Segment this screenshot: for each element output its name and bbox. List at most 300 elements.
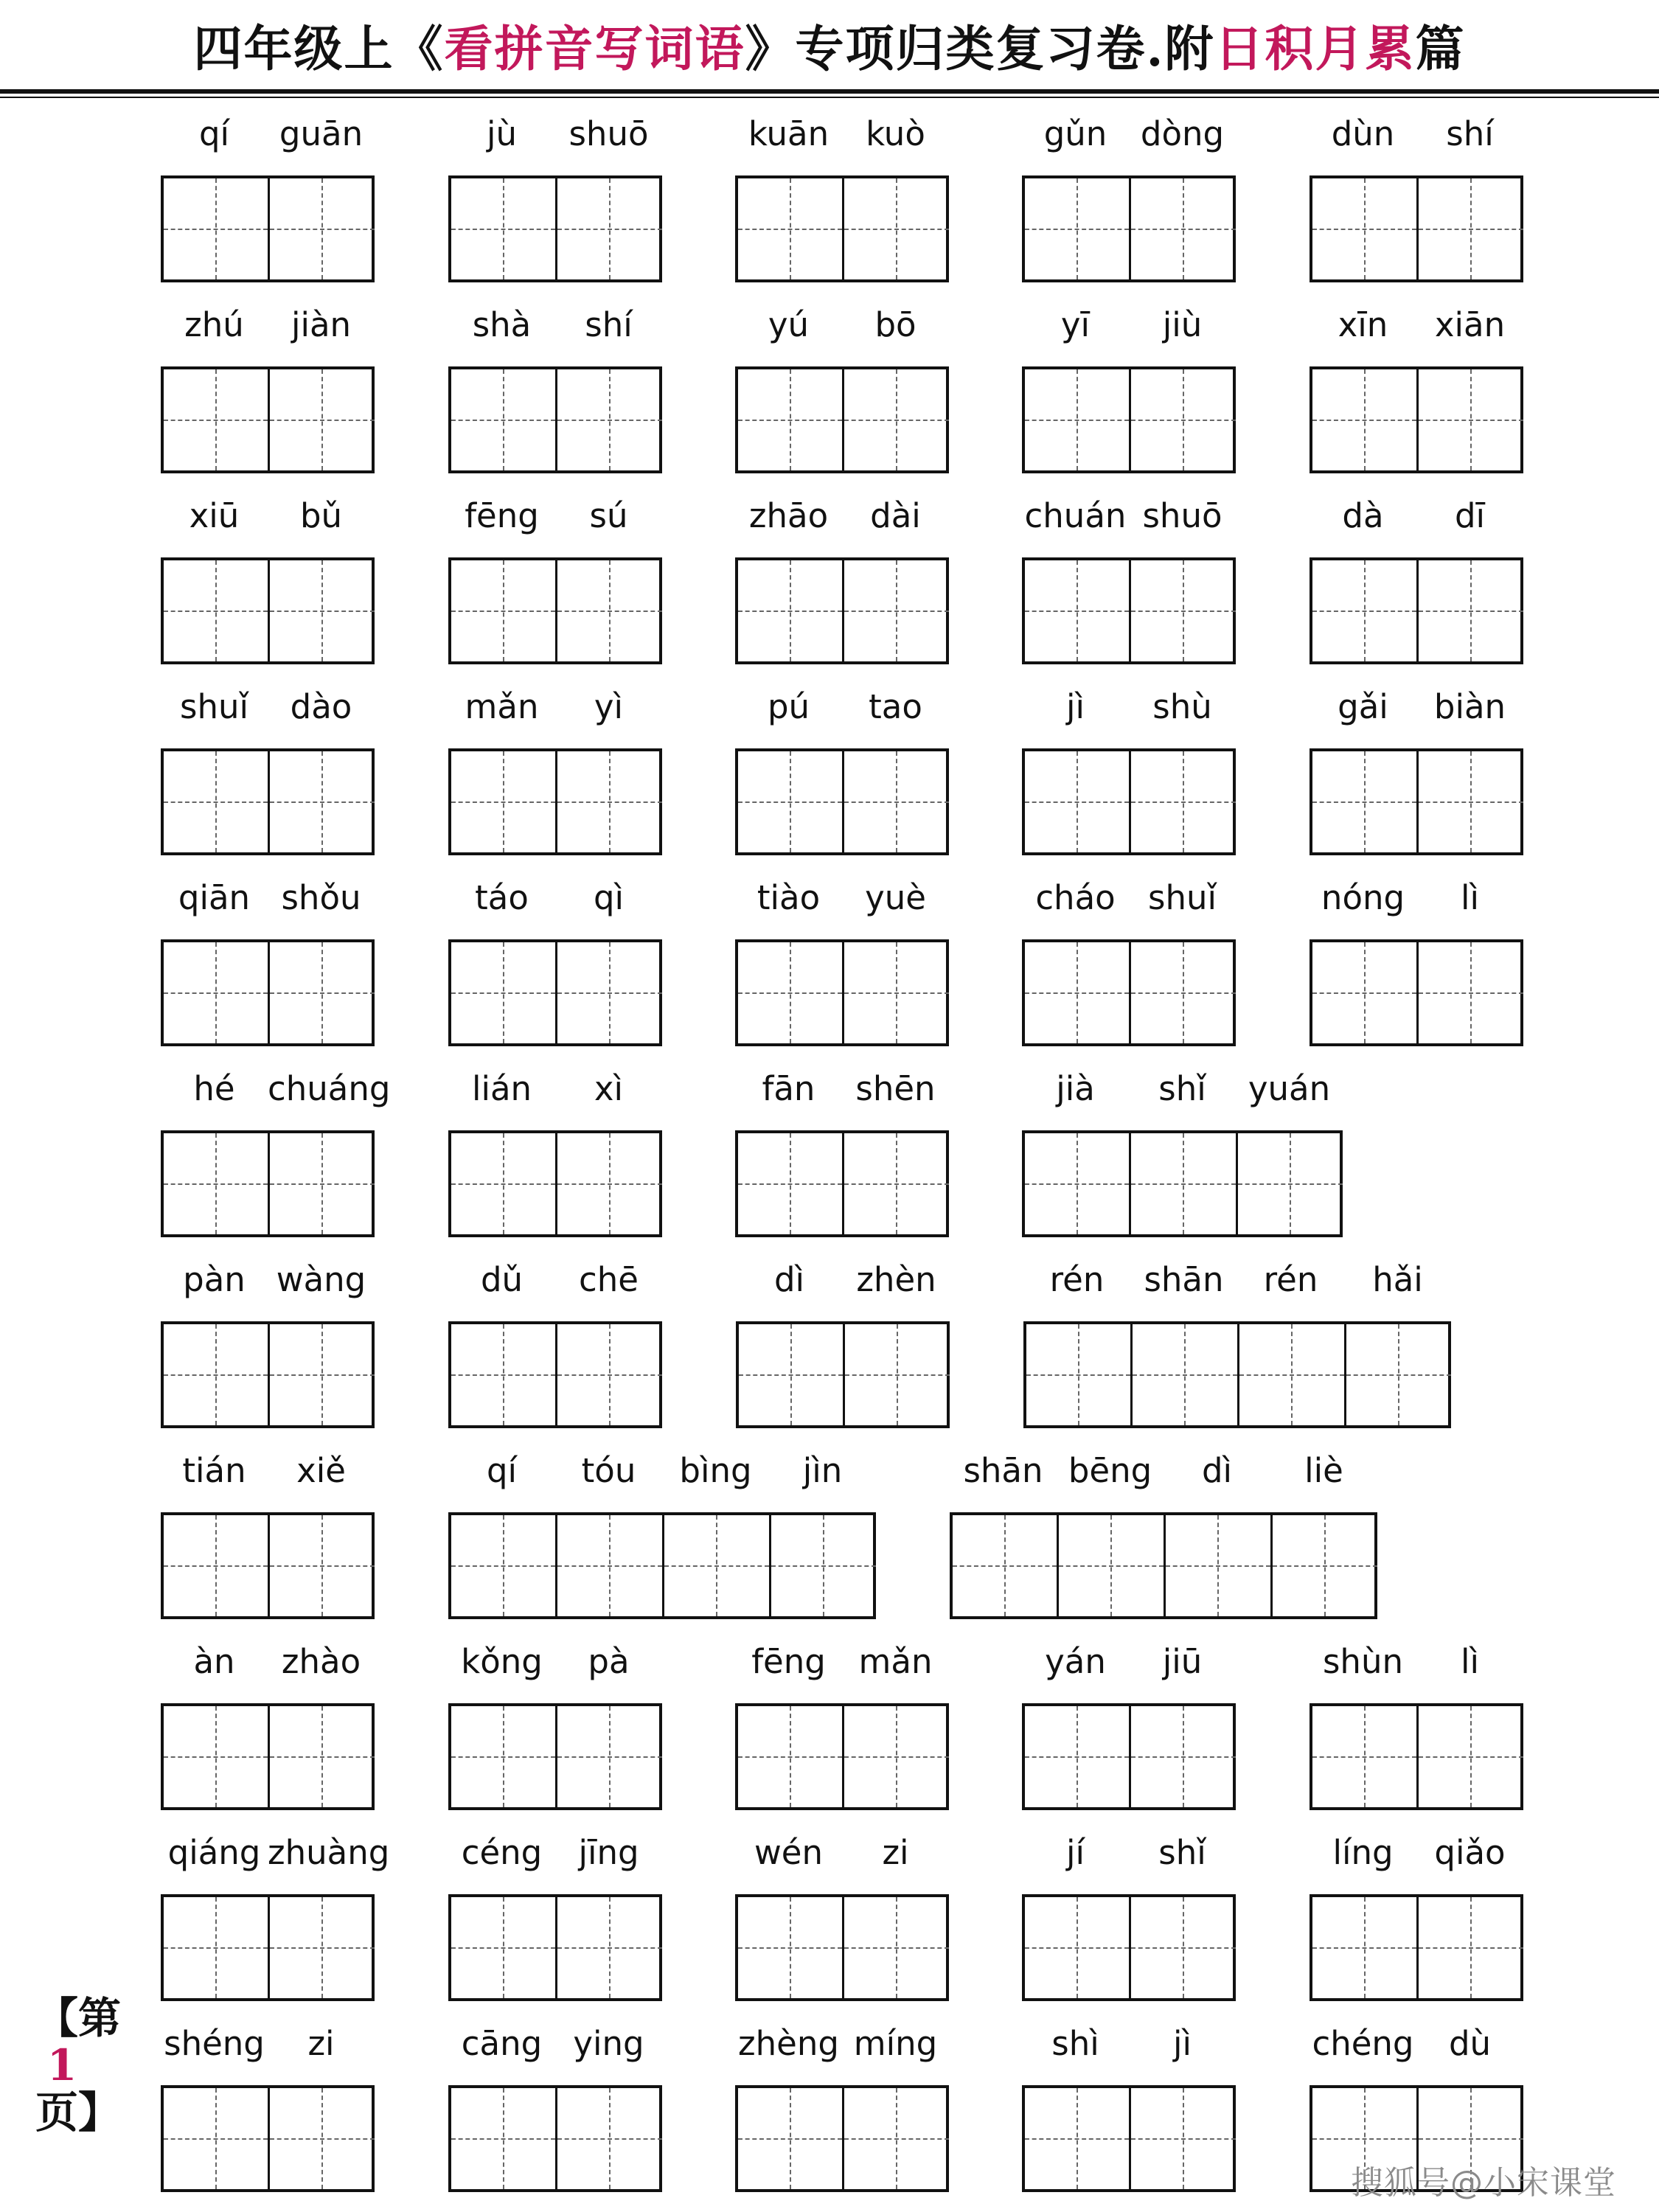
- pinyin-label: shēn: [855, 1069, 936, 1108]
- pinyin-label: fān: [762, 1069, 815, 1108]
- writing-grid[interactable]: [735, 748, 949, 855]
- writing-cell[interactable]: [164, 1133, 268, 1234]
- cell-guide-horizontal: [270, 1756, 375, 1758]
- writing-grid[interactable]: [1022, 939, 1236, 1046]
- pinyin-label: zhuàng: [268, 1833, 390, 1872]
- pinyin-label: dài: [870, 496, 921, 535]
- writing-cell[interactable]: [1164, 1515, 1270, 1616]
- writing-grid[interactable]: [161, 557, 375, 664]
- pinyin-label: kǒng: [461, 1642, 543, 1681]
- writing-cell[interactable]: [1416, 942, 1523, 1043]
- pinyin-label: shǐ: [1158, 1833, 1206, 1872]
- writing-cell[interactable]: [1026, 1324, 1130, 1425]
- pinyin-label: qiān: [178, 878, 251, 917]
- writing-cell[interactable]: [451, 560, 555, 661]
- pinyin-label: shuǐ: [1148, 878, 1217, 917]
- cell-guide-horizontal: [557, 2138, 662, 2140]
- writing-cell[interactable]: [164, 178, 268, 279]
- cell-guide-horizontal: [451, 1565, 555, 1567]
- cell-guide-horizontal: [270, 801, 375, 803]
- writing-cell[interactable]: [1344, 1324, 1451, 1425]
- pinyin-label: zi: [882, 1833, 909, 1872]
- cell-guide-horizontal: [164, 1947, 268, 1949]
- writing-cell[interactable]: [164, 1706, 268, 1807]
- pinyin-label: sú: [589, 496, 628, 535]
- cell-guide-horizontal: [1131, 1947, 1236, 1949]
- writing-grid[interactable]: [161, 748, 375, 855]
- cell-guide-horizontal: [1419, 992, 1523, 994]
- pinyin-label: dù: [1448, 2024, 1492, 2063]
- pinyin-label: jì: [1065, 687, 1085, 726]
- writing-cell[interactable]: [1312, 560, 1416, 661]
- writing-cell[interactable]: [555, 2088, 662, 2189]
- writing-grid[interactable]: [735, 1130, 949, 1237]
- cell-guide-horizontal: [557, 611, 662, 612]
- cell-guide-horizontal: [1025, 420, 1129, 421]
- writing-cell[interactable]: [1236, 1133, 1343, 1234]
- writing-cell[interactable]: [1025, 1897, 1129, 1998]
- writing-grid[interactable]: [735, 1894, 949, 2001]
- writing-cell[interactable]: [842, 942, 949, 1043]
- writing-grid[interactable]: [736, 1321, 950, 1428]
- title-part-1: 四年级上《: [193, 20, 445, 77]
- cell-guide-horizontal: [1312, 992, 1416, 994]
- cell-guide-horizontal: [844, 2138, 949, 2140]
- cell-guide-horizontal: [1419, 1756, 1523, 1758]
- pinyin-label: yuán: [1248, 1069, 1331, 1108]
- writing-cell[interactable]: [842, 1897, 949, 1998]
- writing-cell[interactable]: [1025, 942, 1129, 1043]
- pinyin-label: hé: [193, 1069, 235, 1108]
- cell-guide-horizontal: [1131, 992, 1236, 994]
- writing-cell[interactable]: [1025, 369, 1129, 470]
- pinyin-label: chéng: [1312, 2024, 1414, 2063]
- writing-grid[interactable]: [448, 939, 662, 1046]
- pinyin-label: zhú: [184, 305, 244, 344]
- cell-guide-horizontal: [1166, 1565, 1270, 1567]
- pinyin-label: dùn: [1331, 114, 1395, 153]
- pinyin-label: bìng: [679, 1451, 752, 1490]
- writing-grid[interactable]: [161, 175, 375, 282]
- writing-cell[interactable]: [268, 1706, 375, 1807]
- pinyin-label: zhào: [281, 1642, 361, 1681]
- pinyin-label: shuō: [568, 114, 649, 153]
- writing-grid[interactable]: [161, 1512, 375, 1619]
- pinyin-label: shí: [585, 305, 633, 344]
- writing-cell[interactable]: [1025, 2088, 1129, 2189]
- writing-grid[interactable]: [161, 1703, 375, 1810]
- pinyin-label: shà: [472, 305, 532, 344]
- writing-cell[interactable]: [1312, 1706, 1416, 1807]
- writing-cell[interactable]: [164, 942, 268, 1043]
- pinyin-label: zi: [307, 2024, 335, 2063]
- cell-guide-horizontal: [270, 1374, 375, 1376]
- writing-grid[interactable]: [448, 1512, 876, 1619]
- writing-grid[interactable]: [448, 366, 662, 473]
- writing-cell[interactable]: [555, 942, 662, 1043]
- writing-cell[interactable]: [769, 1515, 876, 1616]
- pinyin-label: jiù: [1162, 305, 1203, 344]
- cell-guide-horizontal: [738, 1183, 842, 1185]
- cell-guide-horizontal: [451, 611, 555, 612]
- cell-guide-horizontal: [953, 1565, 1057, 1567]
- writing-grid[interactable]: [735, 1703, 949, 1810]
- page-label-open: 【第: [35, 1993, 122, 2043]
- writing-cell[interactable]: [451, 2088, 555, 2189]
- writing-cell[interactable]: [1129, 1706, 1236, 1807]
- writing-grid[interactable]: [161, 939, 375, 1046]
- writing-cell[interactable]: [1130, 1324, 1237, 1425]
- writing-grid[interactable]: [161, 366, 375, 473]
- writing-cell[interactable]: [268, 1897, 375, 1998]
- writing-cell[interactable]: [268, 369, 375, 470]
- writing-cell[interactable]: [738, 178, 842, 279]
- writing-cell[interactable]: [738, 2088, 842, 2189]
- writing-grid[interactable]: [161, 1894, 375, 2001]
- writing-cell[interactable]: [1025, 178, 1129, 279]
- pinyin-label: shéng: [164, 2024, 265, 2063]
- writing-cell[interactable]: [164, 1897, 268, 1998]
- writing-cell[interactable]: [738, 369, 842, 470]
- cell-guide-horizontal: [1419, 611, 1523, 612]
- pinyin-label: jì: [1172, 2024, 1192, 2063]
- pinyin-label: shí: [1446, 114, 1494, 153]
- cell-guide-horizontal: [1025, 1756, 1129, 1758]
- writing-grid[interactable]: [950, 1512, 1377, 1619]
- pinyin-label: dǔ: [480, 1260, 524, 1299]
- cell-guide-horizontal: [164, 229, 268, 230]
- writing-grid[interactable]: [1310, 1894, 1523, 2001]
- writing-cell[interactable]: [451, 751, 555, 852]
- writing-cell[interactable]: [164, 1515, 268, 1616]
- writing-cell[interactable]: [842, 1133, 949, 1234]
- cell-guide-horizontal: [845, 1374, 950, 1376]
- writing-cell[interactable]: [738, 1706, 842, 1807]
- writing-grid[interactable]: [448, 748, 662, 855]
- writing-cell[interactable]: [555, 1133, 662, 1234]
- writing-cell[interactable]: [451, 1324, 555, 1425]
- cell-guide-horizontal: [1131, 611, 1236, 612]
- pinyin-label: zhèng: [738, 2024, 839, 2063]
- writing-cell[interactable]: [164, 2088, 268, 2189]
- cell-guide-horizontal: [1312, 420, 1416, 421]
- pinyin-label: dì: [1201, 1451, 1233, 1490]
- cell-guide-horizontal: [451, 992, 555, 994]
- cell-guide-horizontal: [1025, 611, 1129, 612]
- pinyin-label: àn: [193, 1642, 235, 1681]
- cell-guide-horizontal: [164, 1756, 268, 1758]
- pinyin-label: shān: [1144, 1260, 1224, 1299]
- writing-cell[interactable]: [1129, 2088, 1236, 2189]
- writing-cell[interactable]: [451, 1515, 555, 1616]
- cell-guide-horizontal: [557, 1756, 662, 1758]
- writing-grid[interactable]: [448, 2085, 662, 2192]
- pinyin-label: lì: [1460, 1642, 1479, 1681]
- title-part-2: 看拼音写词语: [444, 20, 745, 77]
- writing-cell[interactable]: [555, 369, 662, 470]
- cell-guide-horizontal: [451, 1374, 555, 1376]
- cell-guide-horizontal: [738, 1756, 842, 1758]
- writing-grid[interactable]: [448, 1894, 662, 2001]
- writing-cell[interactable]: [164, 560, 268, 661]
- cell-guide-horizontal: [557, 1565, 662, 1567]
- writing-grid[interactable]: [1022, 748, 1236, 855]
- pinyin-label: xiū: [189, 496, 240, 535]
- cell-guide-horizontal: [270, 611, 375, 612]
- pinyin-label: gǎi: [1338, 687, 1388, 726]
- cell-guide-horizontal: [844, 229, 949, 230]
- cell-guide-horizontal: [1059, 1565, 1164, 1567]
- writing-cell[interactable]: [555, 751, 662, 852]
- header-rule-thin: [0, 97, 1659, 98]
- pinyin-label: nóng: [1321, 878, 1405, 917]
- cell-guide-horizontal: [738, 611, 842, 612]
- writing-grid[interactable]: [448, 175, 662, 282]
- title-part-4: 日积月累: [1214, 20, 1416, 77]
- cell-guide-horizontal: [771, 1565, 876, 1567]
- writing-cell[interactable]: [268, 560, 375, 661]
- writing-cell[interactable]: [451, 369, 555, 470]
- pinyin-label: jìn: [802, 1451, 843, 1490]
- writing-cell[interactable]: [842, 751, 949, 852]
- pinyin-label: bēng: [1068, 1451, 1152, 1490]
- writing-grid[interactable]: [1310, 939, 1523, 1046]
- pinyin-label: mǎn: [465, 687, 539, 726]
- pinyin-label: hǎi: [1372, 1260, 1423, 1299]
- writing-grid[interactable]: [1310, 557, 1523, 664]
- writing-cell[interactable]: [1416, 751, 1523, 852]
- pinyin-label: gǔn: [1043, 114, 1107, 153]
- cell-guide-horizontal: [844, 611, 949, 612]
- pinyin-label: tián: [182, 1451, 246, 1490]
- pinyin-label: xīn: [1338, 305, 1388, 344]
- pinyin-label: chē: [579, 1260, 639, 1299]
- writing-grid[interactable]: [1022, 1130, 1343, 1237]
- writing-grid[interactable]: [448, 1130, 662, 1237]
- writing-cell[interactable]: [451, 1133, 555, 1234]
- pinyin-label: pàn: [183, 1260, 246, 1299]
- writing-cell[interactable]: [1312, 369, 1416, 470]
- writing-cell[interactable]: [1025, 560, 1129, 661]
- writing-grid[interactable]: [1310, 366, 1523, 473]
- writing-grid[interactable]: [448, 1703, 662, 1810]
- writing-grid[interactable]: [735, 2085, 949, 2192]
- writing-cell[interactable]: [1312, 1897, 1416, 1998]
- cell-guide-horizontal: [1273, 1565, 1377, 1567]
- writing-grid[interactable]: [1310, 175, 1523, 282]
- writing-cell[interactable]: [738, 942, 842, 1043]
- writing-cell[interactable]: [1416, 560, 1523, 661]
- writing-cell[interactable]: [738, 751, 842, 852]
- writing-grid[interactable]: [161, 2085, 375, 2192]
- writing-cell[interactable]: [1025, 1706, 1129, 1807]
- writing-cell[interactable]: [1416, 369, 1523, 470]
- cell-guide-horizontal: [1419, 801, 1523, 803]
- cell-guide-horizontal: [844, 1756, 949, 1758]
- writing-cell[interactable]: [1270, 1515, 1377, 1616]
- pinyin-label: dòng: [1140, 114, 1225, 153]
- pinyin-label: yì: [594, 687, 624, 726]
- pinyin-label: jù: [486, 114, 518, 153]
- cell-guide-horizontal: [1419, 1947, 1523, 1949]
- writing-grid[interactable]: [1022, 2085, 1236, 2192]
- cell-guide-horizontal: [557, 801, 662, 803]
- writing-cell[interactable]: [268, 942, 375, 1043]
- writing-cell[interactable]: [268, 178, 375, 279]
- pinyin-label: shùn: [1322, 1642, 1403, 1681]
- writing-cell[interactable]: [451, 1897, 555, 1998]
- cell-guide-horizontal: [1131, 420, 1236, 421]
- writing-cell[interactable]: [1416, 1706, 1523, 1807]
- writing-grid[interactable]: [1310, 748, 1523, 855]
- cell-guide-horizontal: [1133, 1374, 1237, 1376]
- cell-guide-horizontal: [738, 229, 842, 230]
- writing-grid[interactable]: [1022, 1703, 1236, 1810]
- writing-cell[interactable]: [1312, 178, 1416, 279]
- pinyin-label: dì: [773, 1260, 805, 1299]
- writing-cell[interactable]: [164, 369, 268, 470]
- writing-grid[interactable]: [1023, 1321, 1451, 1428]
- writing-cell[interactable]: [555, 178, 662, 279]
- writing-grid[interactable]: [735, 175, 949, 282]
- writing-cell[interactable]: [738, 1897, 842, 1998]
- writing-cell[interactable]: [1416, 1897, 1523, 1998]
- cell-guide-horizontal: [451, 420, 555, 421]
- writing-cell[interactable]: [555, 1706, 662, 1807]
- writing-cell[interactable]: [1025, 1133, 1129, 1234]
- writing-grid[interactable]: [735, 366, 949, 473]
- writing-cell[interactable]: [1057, 1515, 1164, 1616]
- writing-cell[interactable]: [555, 1515, 662, 1616]
- cell-guide-horizontal: [557, 1374, 662, 1376]
- writing-grid[interactable]: [1022, 175, 1236, 282]
- cell-guide-horizontal: [270, 420, 375, 421]
- writing-cell[interactable]: [842, 178, 949, 279]
- writing-grid[interactable]: [448, 557, 662, 664]
- cell-guide-horizontal: [557, 420, 662, 421]
- writing-grid[interactable]: [448, 1321, 662, 1428]
- writing-cell[interactable]: [268, 1515, 375, 1616]
- cell-guide-horizontal: [270, 1947, 375, 1949]
- writing-cell[interactable]: [164, 1324, 268, 1425]
- cell-guide-horizontal: [1312, 801, 1416, 803]
- writing-cell[interactable]: [953, 1515, 1057, 1616]
- writing-cell[interactable]: [268, 751, 375, 852]
- pinyin-label: míng: [853, 2024, 938, 2063]
- writing-cell[interactable]: [1129, 1133, 1236, 1234]
- writing-grid[interactable]: [161, 1130, 375, 1237]
- writing-cell[interactable]: [451, 1706, 555, 1807]
- writing-cell[interactable]: [451, 178, 555, 279]
- writing-cell[interactable]: [1237, 1324, 1344, 1425]
- writing-cell[interactable]: [1129, 178, 1236, 279]
- writing-cell[interactable]: [739, 1324, 843, 1425]
- writing-cell[interactable]: [555, 1324, 662, 1425]
- cell-guide-horizontal: [1419, 420, 1523, 421]
- cell-guide-horizontal: [557, 1947, 662, 1949]
- cell-guide-horizontal: [1025, 229, 1129, 230]
- writing-grid[interactable]: [161, 1321, 375, 1428]
- writing-cell[interactable]: [843, 1324, 950, 1425]
- cell-guide-horizontal: [738, 992, 842, 994]
- pinyin-label: tóu: [581, 1451, 636, 1490]
- writing-cell[interactable]: [164, 751, 268, 852]
- cell-guide-horizontal: [739, 1374, 843, 1376]
- cell-guide-horizontal: [1312, 611, 1416, 612]
- writing-cell[interactable]: [662, 1515, 769, 1616]
- cell-guide-horizontal: [1025, 1183, 1129, 1185]
- cell-guide-horizontal: [451, 229, 555, 230]
- writing-cell[interactable]: [1129, 369, 1236, 470]
- writing-cell[interactable]: [738, 1133, 842, 1234]
- writing-cell[interactable]: [451, 942, 555, 1043]
- cell-guide-horizontal: [270, 1183, 375, 1185]
- writing-cell[interactable]: [268, 1133, 375, 1234]
- writing-grid[interactable]: [1022, 557, 1236, 664]
- pinyin-label: pà: [588, 1642, 630, 1681]
- writing-cell[interactable]: [268, 1324, 375, 1425]
- writing-cell[interactable]: [1129, 1897, 1236, 1998]
- cell-guide-horizontal: [844, 1183, 949, 1185]
- writing-cell[interactable]: [1312, 751, 1416, 852]
- cell-guide-horizontal: [738, 2138, 842, 2140]
- pinyin-label: xiān: [1434, 305, 1506, 344]
- cell-guide-horizontal: [1025, 992, 1129, 994]
- pinyin-label: qiáng: [167, 1833, 261, 1872]
- writing-grid[interactable]: [1022, 1894, 1236, 2001]
- writing-cell[interactable]: [842, 369, 949, 470]
- writing-cell[interactable]: [555, 560, 662, 661]
- writing-cell[interactable]: [1129, 942, 1236, 1043]
- cell-guide-horizontal: [451, 1756, 555, 1758]
- cell-guide-horizontal: [270, 2138, 375, 2140]
- writing-grid[interactable]: [735, 557, 949, 664]
- pinyin-label: xì: [594, 1069, 624, 1108]
- pinyin-label: xiě: [296, 1451, 346, 1490]
- writing-cell[interactable]: [842, 560, 949, 661]
- pinyin-label: shù: [1152, 687, 1212, 726]
- pinyin-label: chuán: [1024, 496, 1127, 535]
- writing-cell[interactable]: [1416, 178, 1523, 279]
- writing-cell[interactable]: [842, 1706, 949, 1807]
- writing-cell[interactable]: [555, 1897, 662, 1998]
- writing-cell[interactable]: [268, 2088, 375, 2189]
- writing-cell[interactable]: [1025, 751, 1129, 852]
- cell-guide-horizontal: [1312, 229, 1416, 230]
- cell-guide-horizontal: [738, 1947, 842, 1949]
- writing-grid[interactable]: [1022, 366, 1236, 473]
- cell-guide-horizontal: [844, 992, 949, 994]
- pinyin-label: líng: [1332, 1833, 1394, 1872]
- cell-guide-horizontal: [664, 1565, 769, 1567]
- pinyin-label: qí: [198, 114, 230, 153]
- writing-cell[interactable]: [1129, 751, 1236, 852]
- cell-guide-horizontal: [1419, 2138, 1523, 2140]
- pinyin-label: chuáng: [268, 1069, 391, 1108]
- pinyin-label: yán: [1045, 1642, 1106, 1681]
- writing-cell[interactable]: [842, 2088, 949, 2189]
- writing-cell[interactable]: [1312, 942, 1416, 1043]
- pinyin-label: shǐ: [1158, 1069, 1206, 1108]
- writing-grid[interactable]: [735, 939, 949, 1046]
- writing-cell[interactable]: [738, 560, 842, 661]
- pinyin-label: qí: [486, 1451, 518, 1490]
- cell-guide-horizontal: [1419, 229, 1523, 230]
- cell-guide-horizontal: [1312, 1756, 1416, 1758]
- pinyin-label: jià: [1056, 1069, 1095, 1108]
- writing-cell[interactable]: [1129, 560, 1236, 661]
- writing-grid[interactable]: [1310, 1703, 1523, 1810]
